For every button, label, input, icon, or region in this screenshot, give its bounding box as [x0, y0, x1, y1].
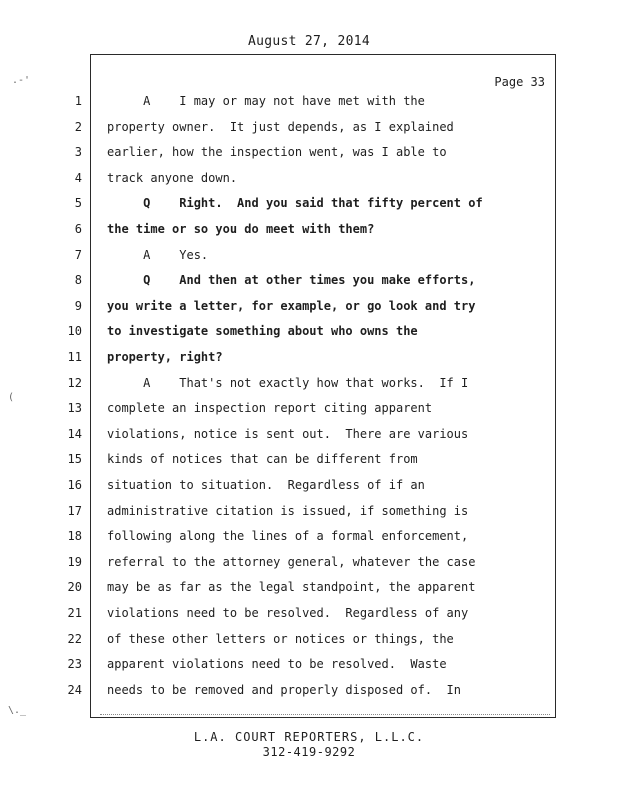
line-number: 16 [67, 478, 82, 492]
line-text: complete an inspection report citing apparent [107, 401, 433, 416]
line-text: you write a letter, for example, or go look and try [107, 298, 476, 313]
line-text: to investigate something about who owns the [107, 324, 418, 339]
line-text: violations need to be resolved. Regardless of any [107, 606, 469, 620]
line-text: of these other letters or notices or things, the [107, 631, 454, 646]
transcript-line [0, 246, 618, 264]
line-number: 5 [74, 196, 82, 211]
line-text: Q Right. And you said that fifty percent of [107, 196, 483, 211]
transcript-line [0, 655, 618, 673]
line-text: violations, notice is sent out. There are various [107, 426, 469, 441]
footer-company: L.A. COURT REPORTERS, L.L.C. [193, 730, 425, 744]
transcript-line [0, 578, 618, 596]
line-text: apparent violations need to be resolved. Waste [107, 657, 447, 672]
footer-phone: 312-419-9292 [262, 745, 356, 759]
line-text: property, right? [107, 350, 223, 364]
line-number: 18 [67, 529, 82, 544]
line-number: 9 [74, 298, 82, 313]
line-text: administrative citation is issued, if something is [107, 503, 469, 518]
transcript-line [0, 322, 618, 340]
line-number: 10 [67, 324, 82, 339]
margin-mark-top: .-' [12, 75, 31, 86]
line-number: 8 [74, 273, 82, 288]
transcript-line [0, 271, 618, 289]
transcript-line [0, 399, 618, 417]
page-number-label: Page 33 [494, 75, 545, 89]
line-text: may be as far as the legal standpoint, the apparent [107, 580, 476, 595]
line-number: 1 [74, 94, 82, 108]
line-text: situation to situation. Regardless of if an [107, 478, 425, 492]
transcript-line [0, 502, 618, 520]
transcript-line [0, 194, 618, 212]
line-number: 20 [67, 580, 82, 595]
transcript-line [0, 450, 618, 468]
transcript-line [0, 143, 618, 161]
line-text: needs to be removed and properly disposed of. In [107, 682, 462, 697]
transcript-line [0, 476, 618, 494]
line-text: kinds of notices that can be different from [107, 452, 418, 467]
line-text: following along the lines of a formal enforcement, [107, 529, 469, 544]
transcript-line [0, 297, 618, 315]
line-number: 6 [74, 222, 82, 236]
transcript-line [0, 604, 618, 622]
transcript-line [0, 553, 618, 571]
transcript-line [0, 681, 618, 699]
line-number: 15 [67, 452, 82, 467]
line-number: 24 [67, 682, 82, 697]
line-text: property owner. It just depends, as I explained [107, 119, 454, 134]
line-number: 4 [74, 170, 82, 185]
line-number: 17 [67, 503, 82, 518]
header-date: August 27, 2014 [248, 34, 370, 49]
transcript-line [0, 348, 618, 366]
line-text: the time or so you do meet with them? [107, 222, 375, 236]
transcript-line [0, 92, 618, 110]
transcript-line [0, 118, 618, 136]
line-text: track anyone down. [107, 170, 238, 185]
line-number: 7 [74, 247, 82, 262]
line-text: A That's not exactly how that works. If I [107, 375, 469, 390]
line-text: earlier, how the inspection went, was I able to [107, 145, 447, 160]
line-number: 3 [74, 145, 82, 160]
line-number: 23 [67, 657, 82, 672]
line-number: 13 [67, 401, 82, 416]
line-text: A Yes. [107, 247, 209, 262]
line-text: A I may or may not have met with the [107, 94, 425, 108]
line-text: Q And then at other times you make efforts, [107, 273, 476, 288]
transcript-line [0, 425, 618, 443]
line-number: 21 [67, 606, 82, 620]
margin-mark-middle: ( [8, 392, 15, 403]
transcript-line [0, 220, 618, 238]
transcript-line [0, 630, 618, 648]
transcript-line [0, 169, 618, 187]
margin-mark-bottom: \._ [8, 705, 27, 716]
line-number: 22 [67, 631, 82, 646]
line-number: 19 [67, 554, 82, 569]
line-number: 12 [67, 375, 82, 390]
line-number: 14 [67, 426, 82, 441]
transcript-line [0, 527, 618, 545]
line-number: 2 [74, 119, 82, 134]
transcript-line [0, 374, 618, 392]
line-number: 11 [67, 350, 82, 364]
bottom-rule [100, 714, 550, 715]
line-text: referral to the attorney general, whatever the case [107, 554, 476, 569]
